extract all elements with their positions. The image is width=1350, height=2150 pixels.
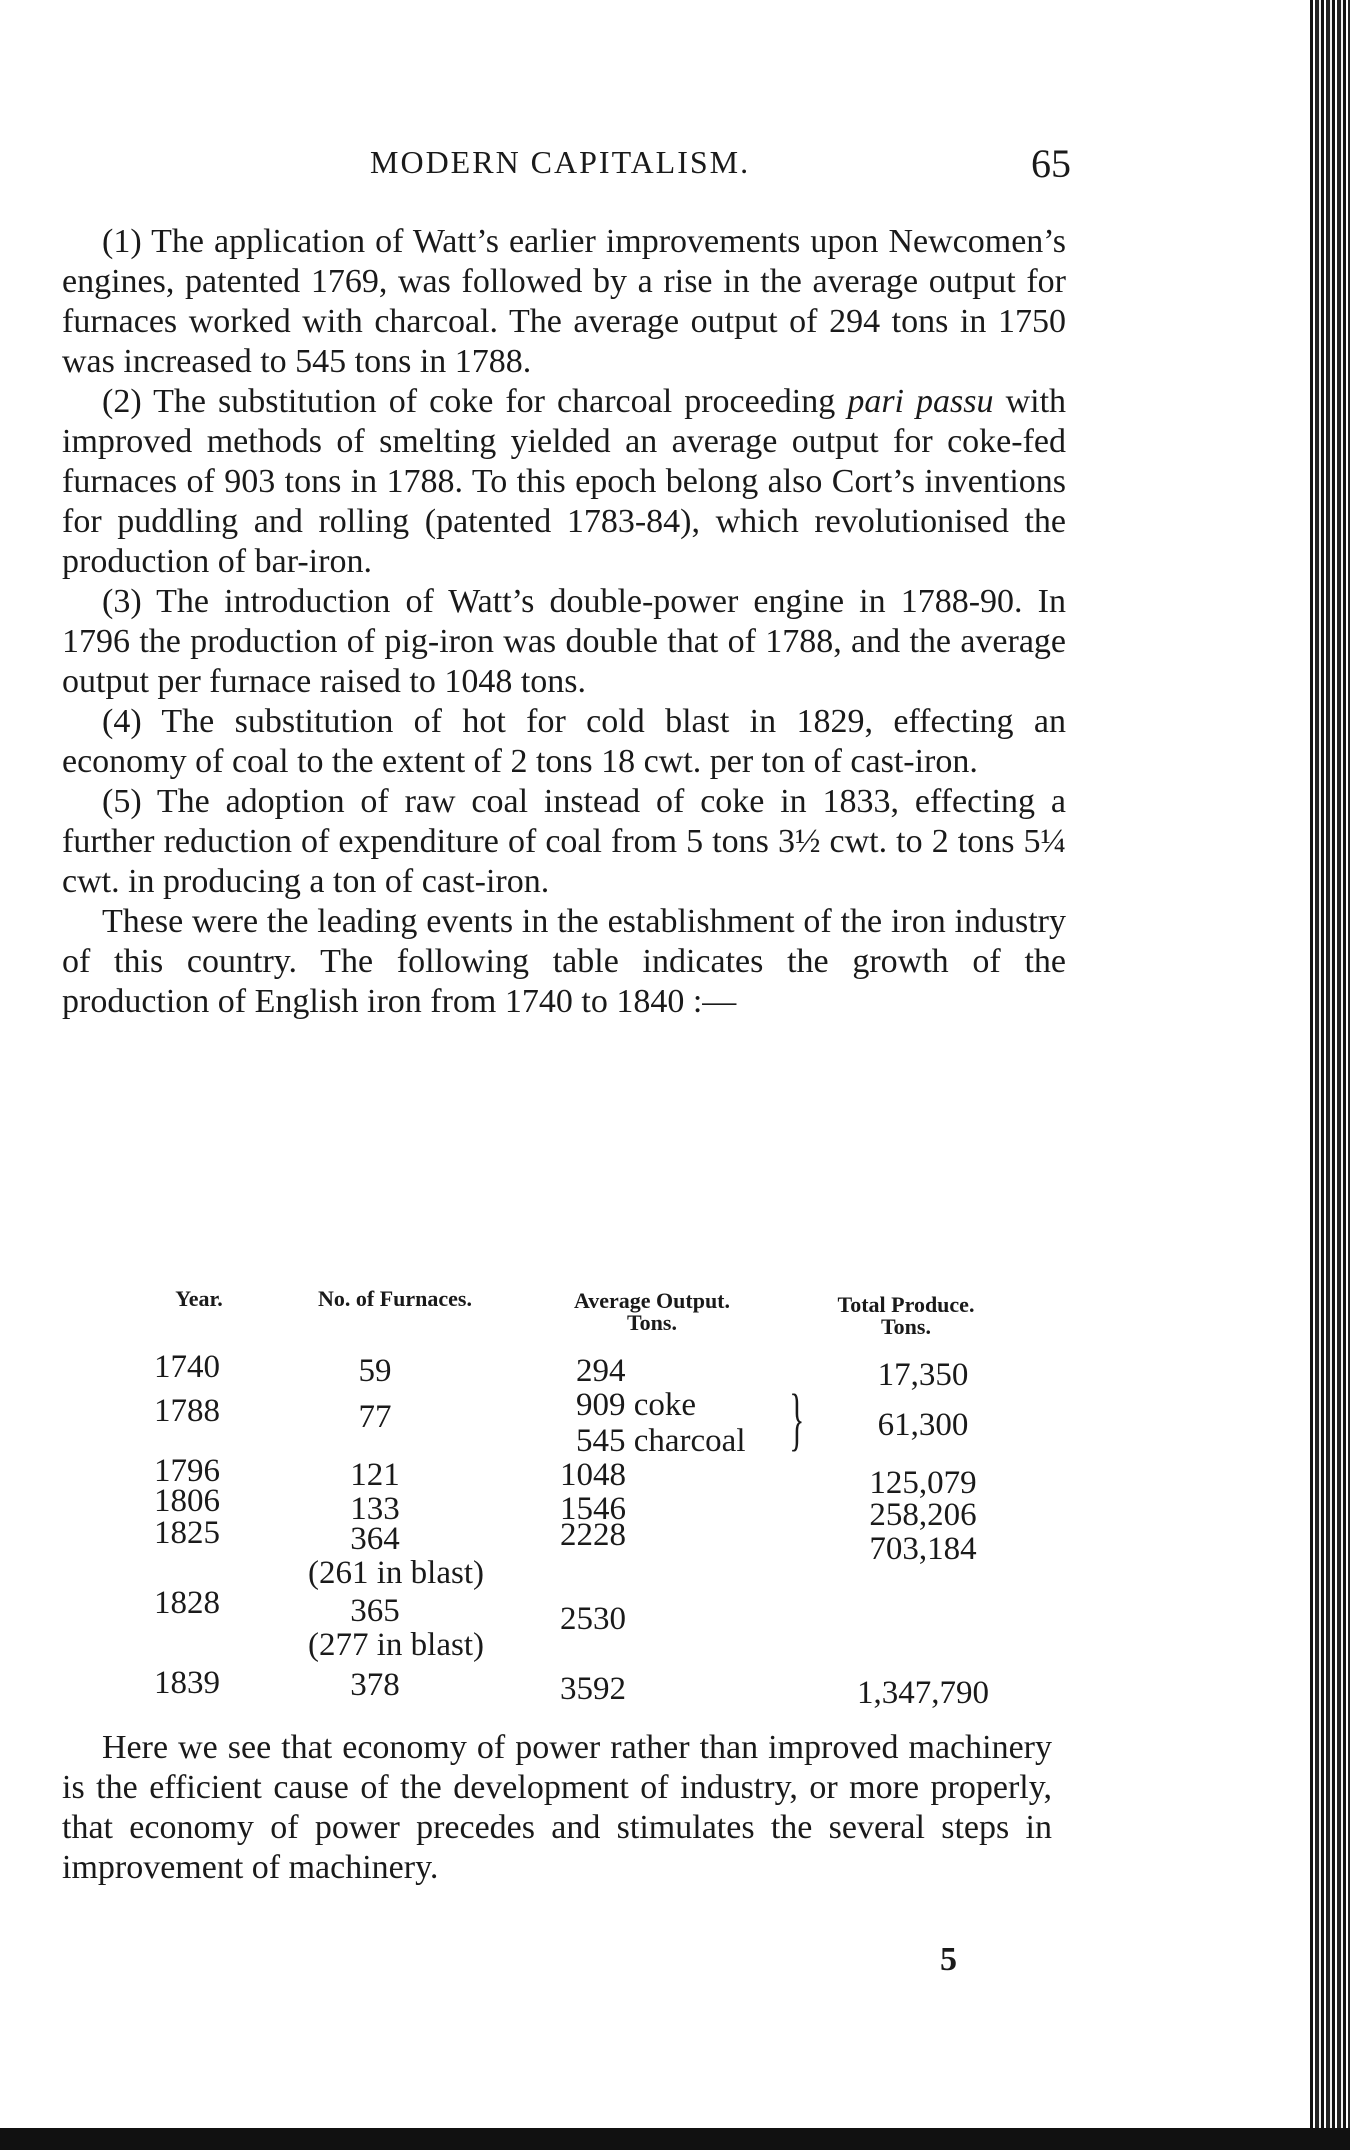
header-average-unit: Tons. [627, 1310, 677, 1335]
cell-furnaces-1796: 121 [350, 1457, 400, 1493]
closing-paragraph: Here we see that economy of power rather than improved machinery is the efficient cause of the development of industry, or more properly, that economy of power precedes and stimulates the several steps in improvement of machinery. [62, 1729, 1052, 1886]
cell-furnaces-note-1828: (277 in blast) [308, 1627, 484, 1663]
signature-mark: 5 [940, 1941, 957, 1978]
cell-average-1828: 2530 [560, 1601, 626, 1637]
brace-symbol: } [789, 1381, 805, 1458]
paragraph-2 [62, 382, 1066, 582]
closing-text [62, 1728, 1052, 1888]
cell-year-1788: 1788 [154, 1393, 220, 1429]
paragraph-5: (5) The adoption of raw coal instead of coke in 1833, effecting a further reduction of expenditure of coal from 5 tons 3½ cwt. to 2 tons 5¼ cwt. in producing a ton of cast-iron. [62, 783, 1066, 900]
paragraph-1: (1) The application of Watt’s earlier improvements upon Newcomen’s engines, patented 1769, was followed by a rise in the average output for furnaces worked with charcoal. The average output of 294 tons in 1750 was increased to 545 tons in 1788. [62, 223, 1066, 380]
header-furnaces: No. of Furnaces. [318, 1286, 472, 1311]
page-number: 65 [1031, 141, 1071, 186]
scan-bottom-edge [0, 2128, 1350, 2150]
cell-average-1788-coke: 909 coke [576, 1387, 697, 1423]
cell-furnaces-1788: 77 [358, 1399, 392, 1435]
cell-average-1796: 1048 [560, 1457, 626, 1493]
cell-total-1839: 1,347,790 [857, 1675, 989, 1711]
cell-furnaces-1839: 378 [350, 1667, 400, 1703]
paragraph-6: These were the leading events in the establishment of the iron industry of this country. The following table indicates the growth of the production of English iron from 1740 to 1840 :— [62, 903, 1066, 1020]
running-title: MODERN CAPITALISM. [370, 144, 751, 180]
cell-total-1788: 61,300 [877, 1407, 969, 1443]
cell-total-1806: 258,206 [869, 1497, 977, 1533]
header-year: Year. [175, 1286, 223, 1311]
cell-total-1796: 125,079 [869, 1465, 977, 1501]
cell-average-1825: 2228 [560, 1517, 626, 1553]
cell-furnaces-1806: 133 [350, 1491, 400, 1527]
cell-furnaces-note-1825: (261 in blast) [308, 1555, 484, 1591]
header-total: Total Produce. [837, 1292, 975, 1317]
paragraph-2-start: (2) The substitution of coke for charcoal proceeding [102, 383, 848, 420]
cell-year-1839: 1839 [154, 1665, 220, 1701]
cell-year-1806: 1806 [154, 1483, 220, 1519]
header-total-unit: Tons. [881, 1314, 931, 1339]
book-spine-edge [1310, 0, 1350, 2150]
cell-average-1806: 1546 [560, 1491, 626, 1527]
paragraph-2-end: with improved methods of smelting yielded an average output for coke-fed furnaces of 903 tons in 1788. To this epoch belong also Cort’s inventions for puddling and rolling (patented 1783-84), which revolutionised the production of bar-iron. [62, 383, 1067, 580]
cell-total-1740: 17,350 [877, 1357, 969, 1393]
body-text [62, 222, 1066, 1022]
paragraph-4: (4) The substitution of hot for cold blast in 1829, effecting an economy of coal to the extent of 2 tons 18 cwt. per ton of cast-iron. [62, 703, 1066, 780]
cell-total-1825: 703,184 [869, 1531, 977, 1567]
cell-furnaces-1825: 364 [350, 1521, 400, 1557]
paragraph-2-italic: pari passu [847, 383, 994, 420]
cell-furnaces-1828: 365 [350, 1593, 400, 1629]
cell-average-1740: 294 [576, 1353, 626, 1389]
cell-year-1828: 1828 [154, 1585, 220, 1621]
cell-year-1740: 1740 [154, 1349, 220, 1385]
cell-year-1796: 1796 [154, 1453, 220, 1489]
paragraph-3: (3) The introduction of Watt’s double-power engine in 1788-90. In 1796 the production of pig-iron was double that of 1788, and the average output per furnace raised to 1048 tons. [62, 583, 1066, 700]
cell-furnaces-1740: 59 [358, 1353, 392, 1389]
header-average: Average Output. [573, 1288, 731, 1313]
cell-average-1839: 3592 [560, 1671, 626, 1707]
cell-year-1825: 1825 [154, 1515, 220, 1551]
cell-average-1788-charcoal: 545 charcoal [576, 1423, 746, 1459]
